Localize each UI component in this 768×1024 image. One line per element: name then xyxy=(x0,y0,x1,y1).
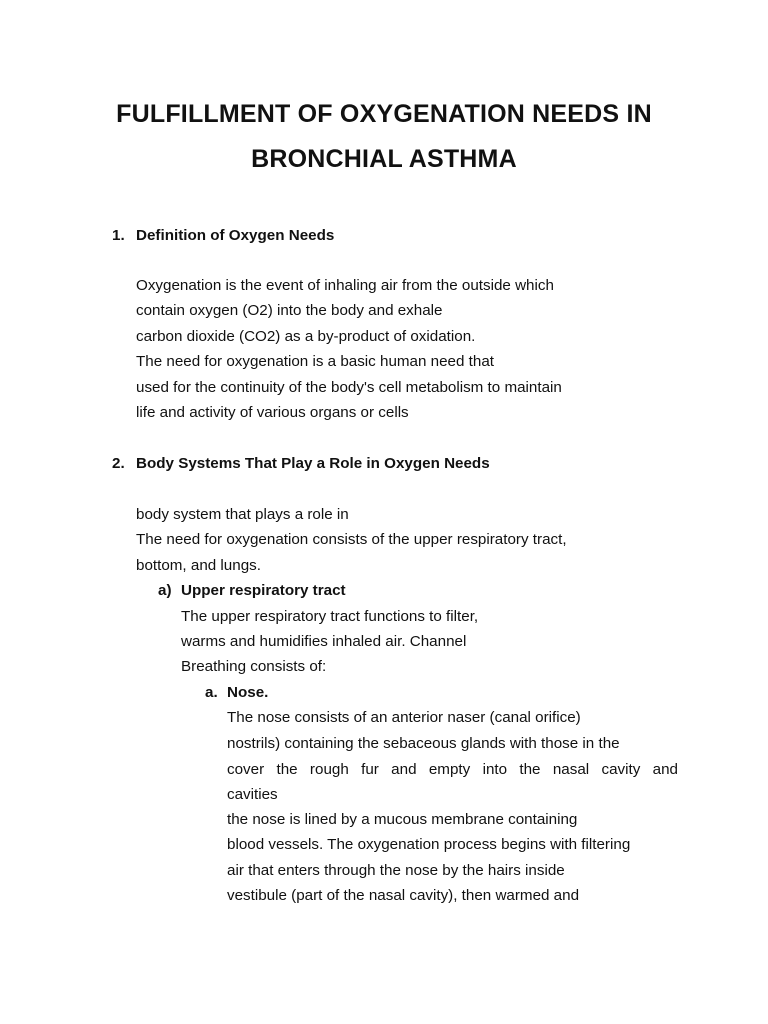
section-1-paragraph-line: Oxygenation is the event of inhaling air from the outside which xyxy=(136,277,554,294)
item-a-line: cover the rough fur and empty into the nasal cavity and xyxy=(227,761,678,778)
subsection-a-heading: Upper respiratory tract xyxy=(181,582,346,599)
section-1-heading: Definition of Oxygen Needs xyxy=(136,227,335,244)
document-title-line-1: FULFILLMENT OF OXYGENATION NEEDS IN xyxy=(116,100,652,128)
subsection-a-line: Breathing consists of: xyxy=(181,658,327,675)
item-a-line: blood vessels. The oxygenation process begins with filtering xyxy=(227,836,631,853)
subsection-a-marker: a) xyxy=(158,582,172,599)
section-2-number: 2. xyxy=(112,455,125,472)
section-2-paragraph-line: body system that plays a role in xyxy=(136,506,349,523)
item-a-line: nostrils) containing the sebaceous glands with those in the xyxy=(227,735,620,752)
item-a-marker: a. xyxy=(205,684,218,701)
item-a-line: cavities xyxy=(227,786,278,803)
section-1-number: 1. xyxy=(112,227,125,244)
item-a-line: the nose is lined by a mucous membrane containing xyxy=(227,811,578,828)
section-1-paragraph-line: life and activity of various organs or cells xyxy=(136,404,409,421)
section-2-heading: Body Systems That Play a Role in Oxygen Needs xyxy=(136,455,490,472)
subsection-a-line: The upper respiratory tract functions to filter, xyxy=(181,608,479,625)
item-a-heading: Nose. xyxy=(227,684,269,701)
item-a-line: vestibule (part of the nasal cavity), then warmed and xyxy=(227,887,580,904)
section-1-paragraph-line: contain oxygen (O2) into the body and exhale xyxy=(136,302,443,319)
section-1-paragraph-line: used for the continuity of the body's cell metabolism to maintain xyxy=(136,379,562,396)
section-2-paragraph-line: bottom, and lungs. xyxy=(136,557,261,574)
document-title-line-2: BRONCHIAL ASTHMA xyxy=(251,145,517,173)
section-2-paragraph-line: The need for oxygenation consists of the upper respiratory tract, xyxy=(136,531,567,548)
item-a-line: air that enters through the nose by the hairs inside xyxy=(227,862,565,879)
item-a-line: The nose consists of an anterior naser (canal orifice) xyxy=(227,709,581,726)
subsection-a-line: warms and humidifies inhaled air. Channel xyxy=(181,633,467,650)
section-1-paragraph-line: carbon dioxide (CO2) as a by-product of oxidation. xyxy=(136,328,476,345)
section-1-paragraph-line: The need for oxygenation is a basic human need that xyxy=(136,353,494,370)
